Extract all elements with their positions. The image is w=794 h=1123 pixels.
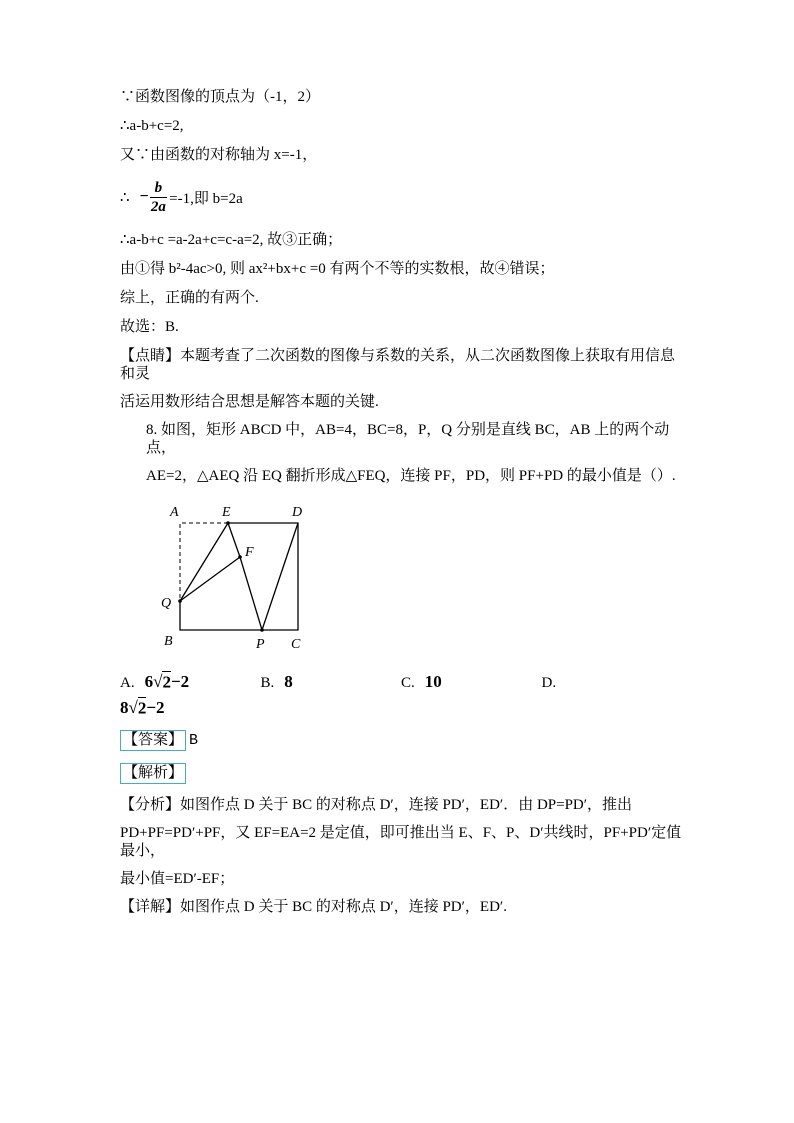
figure-label-q: Q xyxy=(161,596,172,611)
jiexi-line xyxy=(120,763,682,784)
line-EQ xyxy=(180,523,228,601)
answer-tag-box: 【答案】 xyxy=(120,730,186,751)
solution-line-vertex: ∵函数图像的顶点为（-1，2） xyxy=(120,89,320,105)
figure-label-e: E xyxy=(222,505,231,520)
dianjing-line-2: 活运用数形结合思想是解答本题的关键. xyxy=(120,394,379,410)
fenxi-line-1: 【分析】如图作点 D 关于 BC 的对称点 D′，连接 PD′，ED′．由 DP=PD′，推出 xyxy=(120,797,633,813)
fenxi-line-2: PD+PF=PD′+PF，又 EF=EA=2 是定值，即可推出当 E、F、P、D′共线时，PF+PD′定值最小， xyxy=(120,825,682,859)
options-row xyxy=(120,672,682,692)
point-F xyxy=(238,555,242,559)
jiexi-tag-box: 【解析】 xyxy=(120,763,186,784)
fraction-numerator: b xyxy=(150,180,168,198)
answer-line xyxy=(120,730,682,751)
solution-line-axis: 又∵由函数的对称轴为 x=-1， xyxy=(120,147,318,163)
figure-label-d: D xyxy=(292,505,303,520)
option-a xyxy=(120,672,261,692)
option-a-radicand: 2 xyxy=(162,672,171,691)
figure-label-f: F xyxy=(245,545,254,560)
fraction-b-over-2a xyxy=(150,180,168,215)
xiangjie-line: 【详解】如图作点 D 关于 BC 的对称点 D′，连接 PD′，ED′. xyxy=(120,899,507,915)
solution-line-fraction xyxy=(120,175,682,219)
point-P xyxy=(260,628,264,632)
fraction-line-suffix: =-1,即 b=2a xyxy=(169,190,243,207)
line-FP xyxy=(240,557,262,630)
line-EF xyxy=(228,523,240,557)
option-a-value xyxy=(145,672,190,692)
option-b-value xyxy=(284,672,293,692)
option-d-value xyxy=(120,698,682,718)
solution-line-summary: 综上，正确的有两个. xyxy=(120,290,259,306)
minus-sign: − xyxy=(139,188,149,205)
figure-label-c: C xyxy=(291,637,301,652)
figure-label-a: A xyxy=(170,505,179,520)
solution-line-choice: 故选：B. xyxy=(120,319,179,335)
option-a-label: A. xyxy=(120,675,135,691)
option-c-pre: 10 xyxy=(424,672,442,691)
point-E xyxy=(226,521,230,525)
line-DP xyxy=(262,523,298,630)
therefore-symbol: ∴ xyxy=(120,189,130,206)
option-b-pre: 8 xyxy=(284,672,293,691)
option-d-pre: 8√ xyxy=(120,698,138,717)
question-8 xyxy=(120,421,682,485)
question-line-2: AE=2，△AEQ 沿 EQ 翻折形成△FEQ，连接 PF，PD，则 PF+PD 的最小值是（）. xyxy=(146,468,676,484)
option-b xyxy=(261,672,402,692)
option-d-label: D. xyxy=(541,675,557,691)
option-c xyxy=(401,672,542,692)
dianjing-line-1: 【点睛】本题考查了二次函数的图像与系数的关系，从二次函数图像上获取有用信息和灵 xyxy=(120,348,676,382)
figure-label-p: P xyxy=(256,637,265,652)
option-c-value xyxy=(425,672,442,692)
point-Q xyxy=(178,599,182,603)
solution-line-conclusion3: ∴a-b+c =a-2a+c=c-a=2, 故③正确； xyxy=(120,232,343,248)
fraction-denominator: 2a xyxy=(150,198,166,215)
line-QF xyxy=(180,557,240,601)
answer-value: B xyxy=(189,732,199,749)
question-line-1: 8. 如图，矩形 ABCD 中，AB=4，BC=8，P，Q 分别是直线 BC，AB 上的两个动点， xyxy=(146,422,670,456)
option-b-label: B. xyxy=(260,675,275,691)
option-a-pre: 6√ xyxy=(144,672,163,691)
option-d-post: −2 xyxy=(146,698,165,717)
option-c-label: C. xyxy=(401,675,415,691)
option-d xyxy=(542,675,683,692)
figure-wrapper xyxy=(158,495,682,662)
option-a-post: −2 xyxy=(170,672,190,691)
solution-line-abc: ∴a-b+c=2, xyxy=(120,118,184,134)
figure-label-b: B xyxy=(164,634,173,649)
option-d-radicand: 2 xyxy=(137,698,147,717)
solution-line-discriminant: 由①得 b²-4ac>0, 则 ax²+bx+c =0 有两个不等的实数根，故④错误； xyxy=(120,261,555,277)
fenxi-line-3: 最小值=ED′-EF； xyxy=(120,871,235,887)
geometry-figure xyxy=(158,495,343,657)
